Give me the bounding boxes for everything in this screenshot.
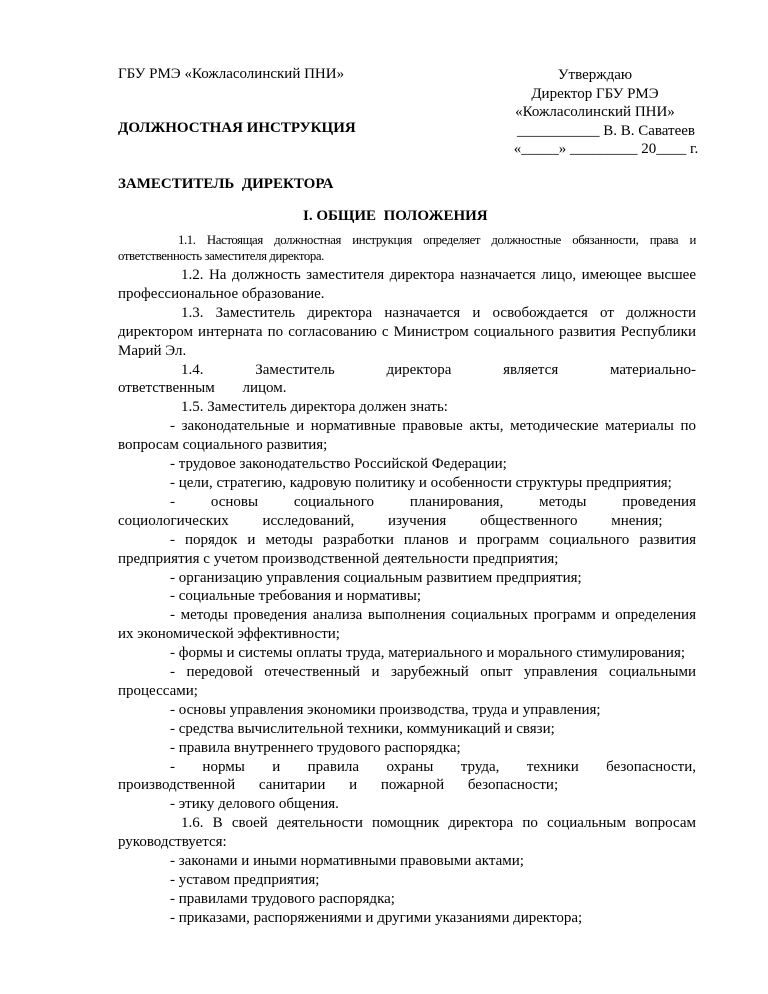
approval-line: Утверждаю <box>557 67 633 83</box>
guidance-item: - приказами, распоряжениями и другими указаниями директора; <box>170 909 583 926</box>
section-title: I. ОБЩИЕ ПОЛОЖЕНИЯ <box>303 208 488 224</box>
knowledge-item: - трудовое законодательство Российской Федерации; <box>170 456 507 473</box>
knowledge-item: - порядок и методы разработки планов и программ социального развития предприятия с учетом производственной деятельности предприятия; <box>118 531 696 567</box>
guidance-item: - законами и иными нормативными правовыми актами; <box>170 853 524 870</box>
position-title: ЗАМЕСТИТЕЛЬ ДИРЕКТОРА <box>118 176 334 192</box>
knowledge-item: - основы социального планирования, методы проведения социологических исследований, изучения общественного мнения; <box>118 493 696 529</box>
approval-date-line: «_____» _________ 20____ г. <box>513 141 699 157</box>
guidance-item: - правилами трудового распорядка; <box>170 890 395 907</box>
guidance-item: - уставом предприятия; <box>170 872 320 888</box>
knowledge-item: - организацию управления социальным развитием предприятия; <box>170 569 582 586</box>
knowledge-item: - этику делового общения. <box>170 796 339 813</box>
paragraph-1-4: 1.4. Заместитель директора является материально-ответственным лицом. <box>118 361 696 397</box>
director-signature-line: ___________ В. В. Саватеев <box>516 122 696 139</box>
knowledge-item: - передовой отечественный и зарубежный опыт управления социальными процессами; <box>118 664 696 699</box>
approval-line: Директор ГБУ РМЭ <box>531 85 659 102</box>
document-title: ДОЛЖНОСТНАЯ ИНСТРУКЦИЯ <box>118 120 356 136</box>
knowledge-item: - цели, стратегию, кадровую политику и особенности структуры предприятия; <box>170 474 672 491</box>
paragraph-1-2: 1.2. На должность заместителя директора назначается лицо, имеющее высшее профессиональное образование. <box>118 267 696 302</box>
organization-name: ГБУ РМЭ «Кожласолинский ПНИ» <box>118 66 345 82</box>
paragraph-1-5: 1.5. Заместитель директора должен знать: <box>181 399 448 416</box>
paragraph-1-3: 1.3. Заместитель директора назначается и освобождается от должности директором интерната по согласованию с Министром социального развития Республики Марий Эл. <box>118 304 696 359</box>
knowledge-item: - законодательные и нормативные правовые акты, методические материалы по вопросам социального развития; <box>118 418 696 454</box>
paragraph-1-6: 1.6. В своей деятельности помощник директора по социальным вопросам руководствуется: <box>118 815 696 851</box>
approval-block <box>470 66 720 159</box>
knowledge-item: - нормы и правила охраны труда, техники безопасности, производственной санитарии и пожарной безопасности; <box>118 758 696 794</box>
approval-line: «Кожласолинский ПНИ» <box>515 104 675 120</box>
paragraph-1-1: 1.1. Настоящая должностная инструкция определяет должностные обязанности, права и ответственность заместителя директора. <box>118 233 696 263</box>
knowledge-item: - средства вычислительной техники, коммуникаций и связи; <box>170 720 555 737</box>
knowledge-item: - социальные требования и нормативы; <box>170 588 422 605</box>
instruction-body <box>118 232 696 928</box>
knowledge-item: - методы проведения анализа выполнения социальных программ и определения их экономической эффективности; <box>118 607 696 643</box>
knowledge-item: - основы управления экономики производства, труда и управления; <box>170 701 601 718</box>
knowledge-item: - правила внутреннего трудового распорядка; <box>170 739 461 756</box>
knowledge-item: - формы и системы оплаты труда, материального и морального стимулирования; <box>170 645 686 662</box>
